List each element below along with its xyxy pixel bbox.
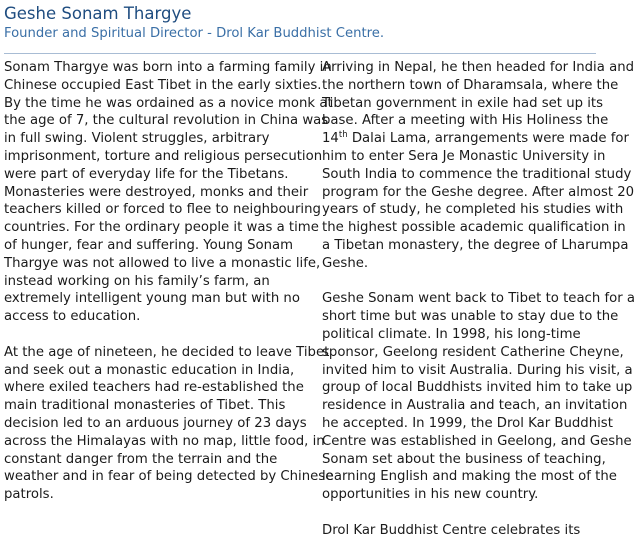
text-line: program for the Geshe degree. After almost 20: [322, 184, 635, 200]
text-line: a Tibetan monastery, the degree of Lharumpa: [322, 237, 629, 253]
paragraph-education: [322, 59, 635, 273]
text-line: South India to commence the traditional study: [322, 166, 632, 182]
header-divider: [4, 53, 596, 54]
text-line: decision led to an arduous journey of 23 days: [4, 415, 307, 431]
text-line: him to enter Sera Je Monastic University in: [322, 148, 606, 164]
text-line: access to education.: [4, 309, 141, 325]
text-line: Centre was established in Geelong, and Geshe: [322, 433, 632, 449]
text-line: Thargye was not allowed to live a monastic life,: [4, 255, 321, 271]
text-line: weather and in fear of being detected by Chinese: [4, 469, 334, 485]
paragraph-journey: [4, 344, 334, 504]
text-line: base. After a meeting with His Holiness the: [322, 113, 609, 129]
ordinal-number: 14: [322, 131, 339, 147]
paragraph-australia: [322, 290, 635, 504]
right-column: [322, 59, 635, 540]
text-line-dalai-lama: [322, 130, 629, 148]
text-line: Geshe Sonam went back to Tibet to teach for a: [322, 291, 635, 307]
text-line: he accepted. In 1999, the Drol Kar Buddhist: [322, 415, 613, 431]
text-line: sponsor, Geelong resident Catherine Cheyne,: [322, 344, 624, 360]
text-line: learning English and making the most of the: [322, 469, 617, 485]
text-line: Tibetan government in exile had set up its: [322, 95, 604, 111]
text-line: By the time he was ordained as a novice monk at: [4, 95, 333, 111]
text-line: Drol Kar Buddhist Centre celebrates its: [322, 522, 581, 538]
text-line: At the age of nineteen, he decided to leave Tibet: [4, 344, 330, 360]
paragraph-celebration: [322, 522, 597, 540]
text-line: across the Himalayas with no map, little food, in: [4, 433, 325, 449]
text-line: short time but was unable to stay due to the: [322, 309, 619, 325]
text-line: imprisonment, torture and religious persecution: [4, 148, 323, 164]
text-line: residence in Australia and teach, an invitation: [322, 398, 628, 414]
text-line: Geshe.: [322, 255, 369, 271]
page-title: Geshe Sonam Thargye: [4, 4, 192, 23]
text-line: countries. For the ordinary people it was a time: [4, 220, 319, 236]
ordinal-suffix: th: [338, 130, 348, 141]
text-line: instead working on his family’s farm, an: [4, 273, 270, 289]
text-line: the age of 7, the cultural revolution in China was: [4, 113, 329, 129]
text-line: group of local Buddhists invited him to take up: [322, 380, 633, 396]
text-line: in full swing. Violent struggles, arbitrary: [4, 131, 270, 147]
text-line: Arriving in Nepal, he then headed for India and: [322, 60, 634, 75]
text-line: years of study, he completed his studies with: [322, 202, 624, 218]
ordinal-rest: Dalai Lama, arrangements were made for: [347, 131, 629, 147]
text-line: Chinese occupied East Tibet in the early sixties.: [4, 77, 322, 93]
text-line: Monasteries were destroyed, monks and their: [4, 184, 309, 200]
text-line: teachers killed or forced to flee to neighbouring: [4, 202, 321, 218]
text-line: the northern town of Dharamsala, where the: [322, 77, 619, 93]
text-line: Sonam set about the business of teaching,: [322, 451, 606, 467]
page-subtitle: Founder and Spiritual Director - Drol Kar Buddhist Centre.: [4, 26, 385, 41]
text-line: Sonam Thargye was born into a farming family in: [4, 60, 332, 75]
header: [4, 3, 596, 56]
text-line: were part of everyday life for the Tibetans.: [4, 166, 289, 182]
text-line: constant danger from the terrain and the: [4, 451, 278, 467]
text-line: political climate. In 1998, his long-time: [322, 326, 581, 342]
text-line: where exiled teachers had re-established the: [4, 380, 304, 396]
text-line: main traditional monasteries of Tibet. This: [4, 398, 286, 414]
text-line: extremely intelligent young man but with no: [4, 291, 300, 307]
text-line: opportunities in his new country.: [322, 487, 539, 503]
text-line: and seek out a monastic education in India,: [4, 362, 295, 378]
text-line: of hunger, fear and suffering. Young Sonam: [4, 237, 294, 253]
text-line: the highest possible academic qualification in: [322, 220, 626, 236]
text-line: patrols.: [4, 487, 54, 503]
text-line: invited him to visit Australia. During his visit, a: [322, 362, 633, 378]
